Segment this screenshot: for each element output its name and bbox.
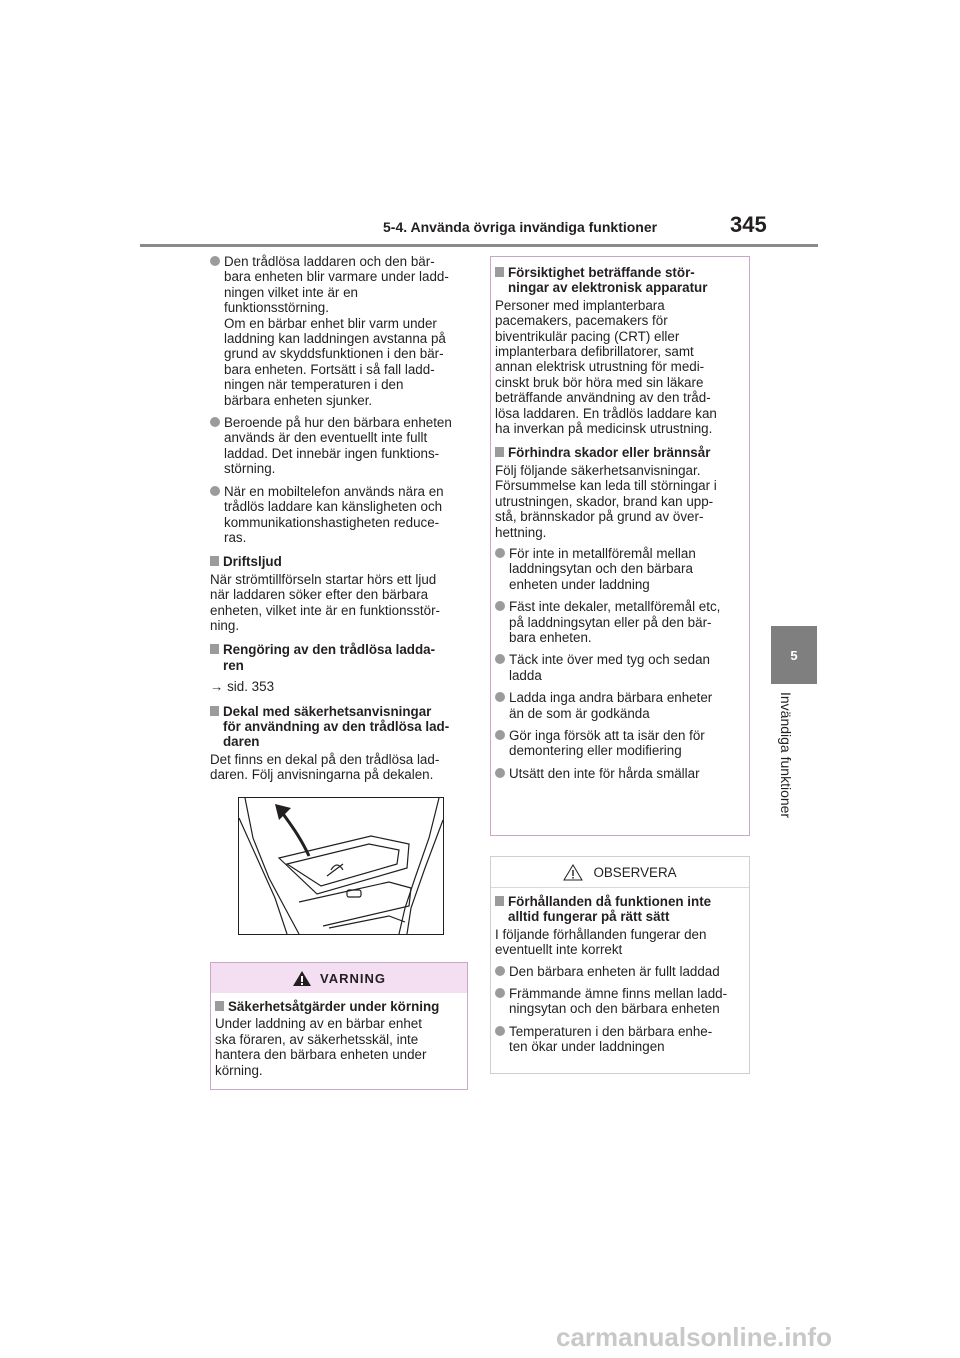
wireless-charger-illustration <box>238 797 444 935</box>
square-bullet-icon <box>495 267 504 277</box>
cleaning-reference-link[interactable]: → sid. 353 <box>210 679 275 695</box>
list-item: Den trådlösa laddaren och den bär- bara enheten blir varmare under ladd- ningen vilket inte är en funktionsstörning. Om en bärbar enhet blir varm under laddning kan laddningen avstanna på grund av skyddsfunktionen i den bär- bara enheten. Fortsätt i så fall ladd- ningen när temperaturen i den bärbara enheten sjunker. <box>210 254 470 408</box>
list-item: Temperaturen i den bärbara enhe- ten ökar under laddningen <box>495 1024 745 1055</box>
caution-box <box>490 256 750 836</box>
warning-text: Under laddning av en bärbar enhet ska föraren, av säkerhetsskäl, inte hantera den bärbara enheten under körning. <box>215 1016 427 1078</box>
heading-cleaning: Rengöring av den trådlösa ladda- ren <box>210 642 470 673</box>
caution-triangle-icon <box>563 864 583 881</box>
chapter-number: 5 <box>790 647 798 663</box>
list-item: När en mobiltelefon används nära en trådlös laddare kan känsligheten och kommunikationshastigheten reduce- ras. <box>210 484 470 546</box>
page-number: 345 <box>730 212 767 237</box>
notice-title: OBSERVERA <box>593 864 677 880</box>
warning-heading: Säkerhetsåtgärder under körning <box>215 999 463 1014</box>
notice-title-bar <box>491 857 749 888</box>
decal-text: Det finns en dekal på den trådlösa lad- daren. Följ anvisningarna på dekalen. <box>210 751 440 783</box>
bullet-dot-icon <box>495 768 505 778</box>
square-bullet-icon <box>210 706 219 716</box>
chapter-tab[interactable] <box>771 626 817 684</box>
heading-decal: Dekal med säkerhetsanvisningar för användning av den trådlösa lad- daren <box>210 704 470 750</box>
warning-title: VARNING <box>320 970 386 986</box>
notice-text: I följande förhållanden fungerar den eventuellt inte korrekt <box>495 926 707 958</box>
square-bullet-icon <box>495 896 504 906</box>
caution-heading-interference: Försiktighet beträffande stör- ningar av elektronisk apparatur <box>495 265 743 296</box>
bullet-dot-icon <box>210 256 220 266</box>
bullet-dot-icon <box>495 692 505 702</box>
list-item: Täck inte över med tyg och sedan ladda <box>495 652 743 683</box>
list-item: Ladda inga andra bärbara enheter än de som är godkända <box>495 690 743 721</box>
watermark: carmanualsonline.info <box>556 1322 832 1352</box>
bullet-dot-icon <box>210 417 220 427</box>
square-bullet-icon <box>210 644 219 654</box>
bullet-dot-icon <box>495 548 505 558</box>
charger-drawing <box>239 798 443 934</box>
list-item: Beroende på hur den bärbara enheten används är den eventuellt inte fullt laddad. Det innebär ingen funktions- störning. <box>210 415 470 477</box>
bullet-dot-icon <box>495 966 505 976</box>
bullet-dot-icon <box>495 601 505 611</box>
bullet-dot-icon <box>495 1026 505 1036</box>
list-item: Främmande ämne finns mellan ladd- ningsytan och den bärbara enheten <box>495 986 745 1017</box>
bullet-dot-icon <box>495 730 505 740</box>
warning-box <box>210 962 468 1090</box>
square-bullet-icon <box>215 1001 224 1011</box>
list-item: För inte in metallföremål mellan laddningsytan och den bärbara enheten under laddning <box>495 546 743 592</box>
caution-text-burns: Följ följande säkerhetsanvisningar. Försummelse kan leda till störningar i utrustningen, skador, brand kan upp- stå, brännskador på grund av över- hettning. <box>495 462 717 540</box>
heading-driftsljud: Driftsljud <box>210 554 470 569</box>
left-column <box>210 254 470 935</box>
warning-title-bar <box>211 963 467 993</box>
section-title: 5-4. Använda övriga invändiga funktioner <box>383 219 658 235</box>
caution-text-interference: Personer med implanterbara pacemakers, pacemakers för biventrikulär pacing (CRT) eller implanterbara defibrillatorer, samt annan elektrisk utrustning för medi- cinskt bruk bör höra med sin läkare beträffande användning av den tråd- lösa laddaren. En trådlös laddare kan ha inverkan på medicinsk utrustning. <box>495 297 717 437</box>
list-item: Fäst inte dekaler, metallföremål etc, på laddningsytan eller på den bär- bara enheten. <box>495 599 743 645</box>
bullet-dot-icon <box>210 486 220 496</box>
bullet-dot-icon <box>495 988 505 998</box>
header-rule <box>140 244 818 247</box>
square-bullet-icon <box>210 556 219 566</box>
warning-triangle-icon <box>292 970 312 987</box>
chapter-label: Invändiga funktioner <box>778 692 794 819</box>
bullet-dot-icon <box>495 654 505 664</box>
list-item: Gör inga försök att ta isär den för demontering eller modifiering <box>495 728 743 759</box>
list-item: Den bärbara enheten är fullt laddad <box>495 964 745 979</box>
driftsljud-text: När strömtillförseln startar hörs ett ljud när laddaren söker efter den bärbara enheten, vilket inte är en funktionsstör- ning. <box>210 571 441 633</box>
list-item: Utsätt den inte för hårda smällar <box>495 766 743 781</box>
notice-box <box>490 856 750 1074</box>
notice-heading: Förhållanden då funktionen inte alltid fungerar på rätt sätt <box>495 894 745 925</box>
square-bullet-icon <box>495 447 504 457</box>
caution-heading-burns: Förhindra skador eller brännsår <box>495 445 743 460</box>
